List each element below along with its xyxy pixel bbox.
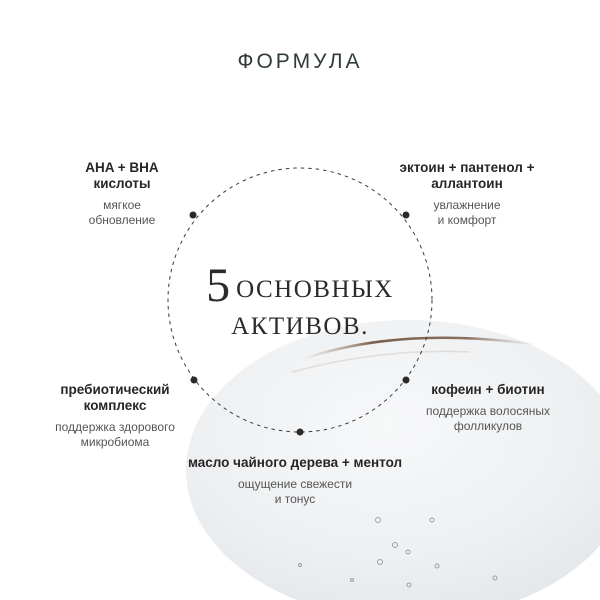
center-caption [200,259,400,340]
ingredient-title: пребиотический комплекс [60,382,170,414]
ingredient-aha-bha [62,160,182,227]
ingredient-tea-tree-menthol [160,455,430,506]
dot-top-left [190,212,197,219]
center-word-2: АКТИВОВ. [231,313,369,340]
ingredient-description: увлажнение и комфорт [433,198,501,227]
center-number: 5 [206,259,231,312]
ingredient-description: ощущение свежести и тонус [237,477,353,506]
ingredient-prebiotic [25,382,205,449]
page-title: ФОРМУЛА [237,50,363,73]
ingredient-title: AHA + BHA кислоты [85,160,159,192]
center-word-1: ОСНОВНЫХ [236,276,394,303]
ingredient-caffeine-biotin [398,382,578,433]
ingredient-title: масло чайного дерева + ментол [187,455,403,470]
ingredient-ectoine [392,160,542,227]
ingredient-description: поддержка здорового микробиома [55,420,175,449]
ingredient-title: эктоин + пантенол + аллантоин [399,160,535,192]
dot-bottom [297,429,304,436]
center-line-1 [200,259,400,312]
ingredient-description: поддержка волосяных фолликулов [425,404,551,433]
ingredient-description: мягкое обновление [88,198,156,227]
ingredient-title: кофеин + биотин [431,382,545,397]
